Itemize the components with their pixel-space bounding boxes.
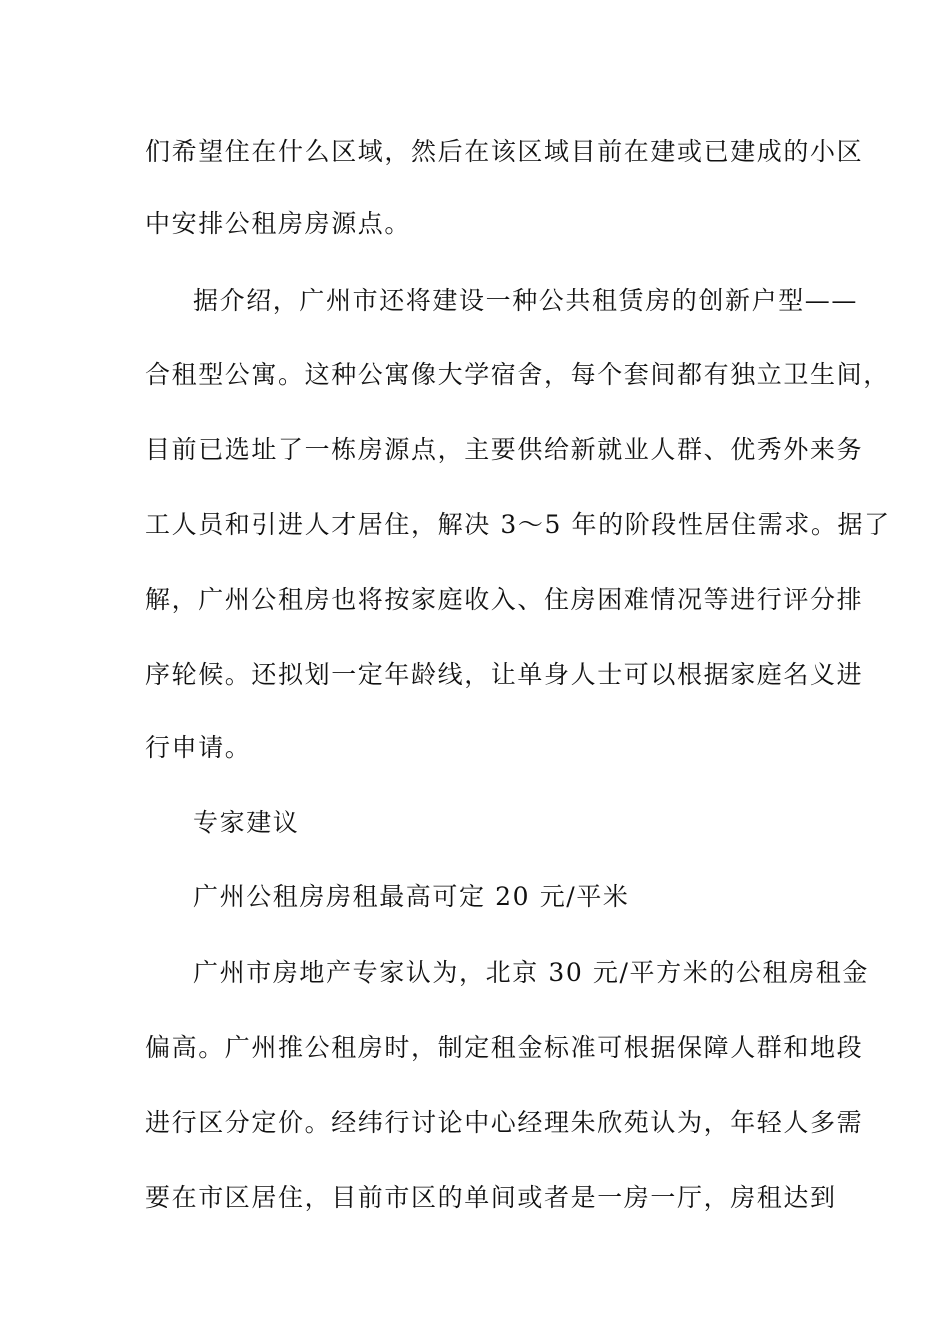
paragraph-line: 合租型公寓。这种公寓像大学宿舍，每个套间都有独立卫生间， <box>145 360 890 389</box>
section-heading: 专家建议 <box>193 808 300 837</box>
paragraph-line: 解，广州公租房也将按家庭收入、住房困难情况等进行评分排 <box>145 585 864 614</box>
paragraph-line: 广州市房地产专家认为，北京 30 元/平方米的公租房租金 <box>193 958 869 987</box>
paragraph-line: 工人员和引进人才居住，解决 3～5 年的阶段性居住需求。据了 <box>145 510 891 539</box>
paragraph-line: 序轮候。还拟划一定年龄线，让单身人士可以根据家庭名义进 <box>145 660 864 689</box>
paragraph-line: 行申请。 <box>145 733 252 762</box>
paragraph-line: 们希望住在什么区域，然后在该区域目前在建或已建成的小区 <box>145 137 864 166</box>
paragraph-line: 要在市区居住，目前市区的单间或者是一房一厅，房租达到 <box>145 1183 837 1212</box>
subheading: 广州公租房房租最高可定 20 元/平米 <box>193 882 630 911</box>
paragraph-line: 中安排公租房房源点。 <box>145 209 412 238</box>
paragraph-line: 偏高。广州推公租房时，制定租金标准可根据保障人群和地段 <box>145 1033 864 1062</box>
paragraph-line: 据介绍，广州市还将建设一种公共租赁房的创新户型—— <box>193 286 859 315</box>
paragraph-line: 目前已选址了一栋房源点，主要供给新就业人群、优秀外来务 <box>145 435 864 464</box>
paragraph-line: 进行区分定价。经纬行讨论中心经理朱欣苑认为，年轻人多需 <box>145 1108 864 1137</box>
